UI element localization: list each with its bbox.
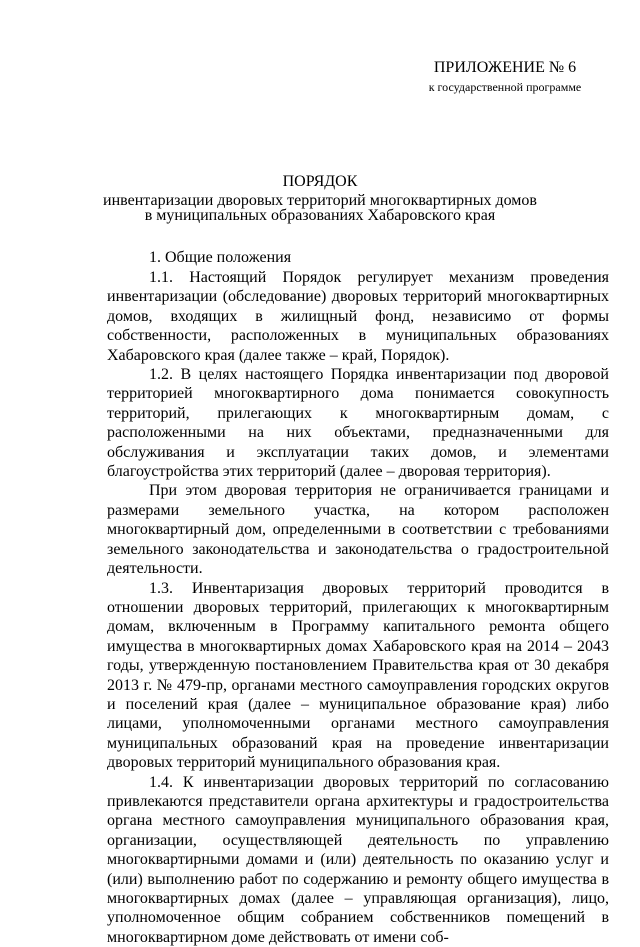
appendix-title: ПРИЛОЖЕНИЕ № 6 bbox=[433, 59, 577, 76]
paragraph-1-1: 1.1. Настоящий Порядок регулирует механизм проведения инвентаризации (обследование) дворовых территорий многоквартирных домов, входящих в жилищный фонд, независимо от формы собственности, расположенных в муниципальных образованиях Хабаровского края (далее также – край, Порядок). bbox=[107, 269, 609, 364]
paragraph-1-3: 1.3. Инвентаризация дворовых территорий проводится в отношении дворовых территорий, прилегающих к многоквартирным домам, включенным в Программу капитального ремонта общего имущества в многоквартирных домах Хабаровского края на 2014 – 2043 годы, утвержденную постановлением Правительства края от 30 декабря 2013 г. № 479-пр, органами местного самоуправления городских округов и поселений края (далее – муниципальное образование края) либо лицами, уполномоченными органами местного самоуправления муниципальных образований края на проведение инвентаризации дворовых территорий муниципального образования края. bbox=[107, 579, 609, 772]
subheading-line-1: инвентаризации дворовых территорий многоквартирных домов bbox=[103, 192, 537, 209]
section-title: 1. Общие положения bbox=[149, 249, 292, 266]
paragraph-1-2: 1.2. В целях настоящего Порядка инвентаризации под дворовой территорией многоквартирного дома понимается совокупность территорий, прилегающих к многоквартирным домам, с расположенными на них объектами, предназначенными для обслуживания и эксплуатации таких домов, и элементами благоустройства этих территорий (далее – дворовая территория). bbox=[107, 366, 609, 481]
document-subheading bbox=[90, 193, 550, 223]
paragraph-1-2-continued: При этом дворовая территория не ограничивается границами и размерами земельного участка, на котором расположен многоквартирный дом, определенными в соответствии с требованиями земельного законодательства и законодательства о градостроительной деятельности. bbox=[107, 482, 609, 578]
paragraph-1-4: 1.4. К инвентаризации дворовых территорий по согласованию привлекаются представители органа архитектуры и градостроительства органа местного самоуправления муниципального образования края, организации, осуществляющей деятельность по управлению многоквартирными домами и (или) деятельность по оказанию услуг и (или) выполнению работ по содержанию и ремонту общего имущества в многоквартирных домах (далее – управляющая организация), лицо, уполномоченное общим собранием собственников помещений в многоквартирном доме действовать от имени соб- bbox=[107, 773, 609, 946]
subheading-line-2: в муниципальных образованиях Хабаровского края bbox=[144, 207, 496, 224]
document-heading: ПОРЯДОК bbox=[282, 173, 358, 190]
document-body bbox=[107, 268, 609, 947]
appendix-subtitle: к государственной программе bbox=[428, 80, 582, 94]
